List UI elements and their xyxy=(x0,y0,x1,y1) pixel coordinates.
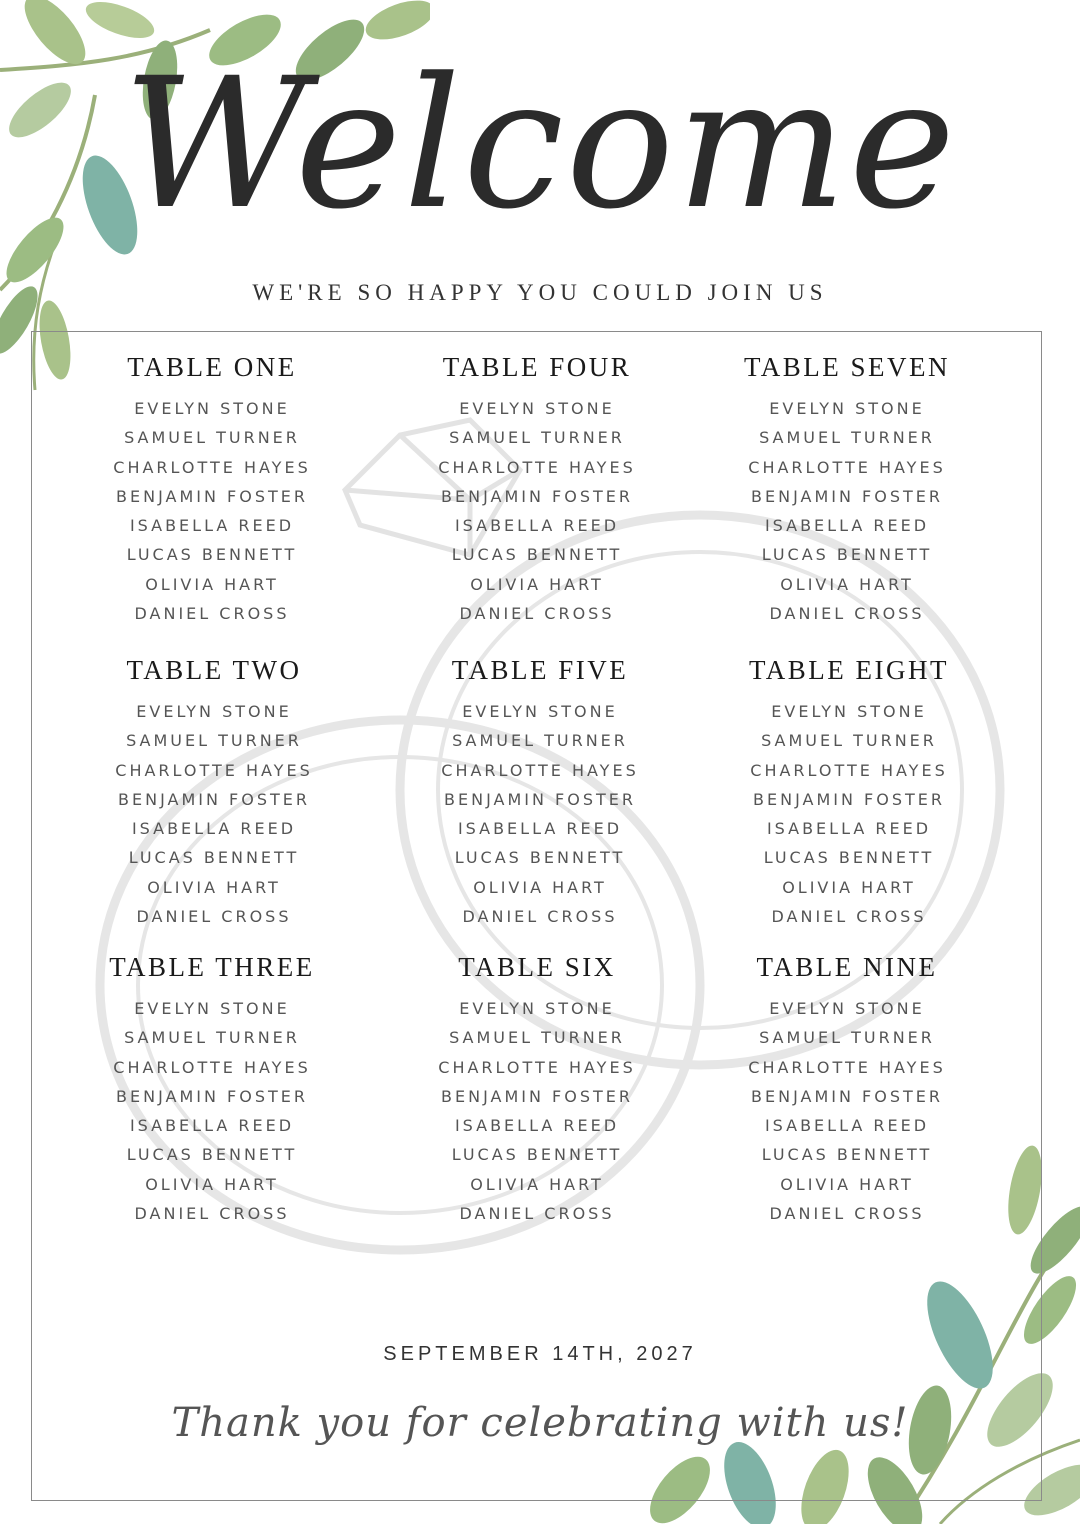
page-title: Welcome xyxy=(122,40,958,249)
table-column xyxy=(47,350,377,628)
guest-name: LUCAS BENNETT xyxy=(761,545,933,565)
guest-name: CHARLOTTE HAYES xyxy=(750,760,948,780)
guest-name: EVELYN STONE xyxy=(771,702,927,721)
guest-name: SAMUEL TURNER xyxy=(761,731,937,751)
table-column xyxy=(372,350,702,628)
guest-name: ISABELLA REED xyxy=(764,516,930,536)
guest-name: ISABELLA REED xyxy=(764,1116,930,1136)
guest-name: DANIEL CROSS xyxy=(771,907,927,927)
guest-name: ISABELLA REED xyxy=(131,819,297,839)
guest-name: SAMUEL TURNER xyxy=(124,428,300,448)
guest-name: OLIVIA HART xyxy=(782,877,916,897)
guest-name: BENJAMIN FOSTER xyxy=(444,789,636,809)
table-column xyxy=(47,950,377,1228)
guest-name: EVELYN STONE xyxy=(134,999,290,1018)
guest-name: CHARLOTTE HAYES xyxy=(748,457,946,477)
guest-list xyxy=(49,697,379,931)
guest-name: DANIEL CROSS xyxy=(769,1204,925,1224)
guest-name: OLIVIA HART xyxy=(780,1174,914,1194)
guest-name: SAMUEL TURNER xyxy=(449,1028,625,1048)
guest-name: BENJAMIN FOSTER xyxy=(441,1086,633,1106)
guest-name: EVELYN STONE xyxy=(459,399,615,418)
guest-name: SAMUEL TURNER xyxy=(759,428,935,448)
table-name: TABLE FIVE xyxy=(451,655,629,685)
guest-name: DANIEL CROSS xyxy=(134,604,290,624)
guest-name: OLIVIA HART xyxy=(470,1174,604,1194)
guest-name: LUCAS BENNETT xyxy=(763,848,935,868)
table-name: TABLE SEVEN xyxy=(743,352,951,382)
guest-name: OLIVIA HART xyxy=(145,1174,279,1194)
guest-name: EVELYN STONE xyxy=(134,399,290,418)
guest-name: CHARLOTTE HAYES xyxy=(438,1057,636,1077)
table-name: TABLE TWO xyxy=(126,655,302,685)
table-column xyxy=(372,950,702,1228)
guest-name: OLIVIA HART xyxy=(470,574,604,594)
guest-name: DANIEL CROSS xyxy=(769,604,925,624)
guest-name: ISABELLA REED xyxy=(766,819,932,839)
subtitle: WE'RE SO HAPPY YOU COULD JOIN US xyxy=(252,280,828,305)
guest-name: CHARLOTTE HAYES xyxy=(441,760,639,780)
guest-name: SAMUEL TURNER xyxy=(449,428,625,448)
guest-list xyxy=(375,697,705,931)
guest-name: BENJAMIN FOSTER xyxy=(751,1086,943,1106)
guest-name: EVELYN STONE xyxy=(136,702,292,721)
table-column xyxy=(684,653,1014,931)
guest-list xyxy=(47,994,377,1228)
guest-name: LUCAS BENNETT xyxy=(451,545,623,565)
table-name: TABLE EIGHT xyxy=(748,655,950,685)
guest-name: CHARLOTTE HAYES xyxy=(113,1057,311,1077)
guest-name: OLIVIA HART xyxy=(473,877,607,897)
thank-you-note: Thank you for celebrating with us! xyxy=(171,1400,909,1446)
guest-name: SAMUEL TURNER xyxy=(452,731,628,751)
table-column xyxy=(682,950,1012,1228)
guest-name: EVELYN STONE xyxy=(769,399,925,418)
guest-list xyxy=(684,697,1014,931)
guest-name: BENJAMIN FOSTER xyxy=(116,1086,308,1106)
guest-name: OLIVIA HART xyxy=(147,877,281,897)
guest-name: ISABELLA REED xyxy=(457,819,623,839)
guest-name: LUCAS BENNETT xyxy=(126,1145,298,1165)
guest-name: DANIEL CROSS xyxy=(459,1204,615,1224)
table-name: TABLE NINE xyxy=(756,952,938,982)
guest-name: BENJAMIN FOSTER xyxy=(116,486,308,506)
guest-name: EVELYN STONE xyxy=(462,702,618,721)
guest-name: EVELYN STONE xyxy=(459,999,615,1018)
guest-name: ISABELLA REED xyxy=(454,1116,620,1136)
guest-list xyxy=(682,394,1012,628)
guest-name: ISABELLA REED xyxy=(454,516,620,536)
guest-name: LUCAS BENNETT xyxy=(128,848,300,868)
guest-name: OLIVIA HART xyxy=(145,574,279,594)
guest-name: EVELYN STONE xyxy=(769,999,925,1018)
guest-name: BENJAMIN FOSTER xyxy=(753,789,945,809)
table-column xyxy=(49,653,379,931)
guest-name: LUCAS BENNETT xyxy=(761,1145,933,1165)
guest-name: CHARLOTTE HAYES xyxy=(438,457,636,477)
guest-name: DANIEL CROSS xyxy=(462,907,618,927)
guest-name: DANIEL CROSS xyxy=(136,907,292,927)
guest-name: BENJAMIN FOSTER xyxy=(441,486,633,506)
guest-name: SAMUEL TURNER xyxy=(124,1028,300,1048)
table-name: TABLE FOUR xyxy=(442,352,632,382)
guest-name: CHARLOTTE HAYES xyxy=(115,760,313,780)
guest-name: SAMUEL TURNER xyxy=(759,1028,935,1048)
table-name: TABLE SIX xyxy=(458,952,616,982)
guest-name: CHARLOTTE HAYES xyxy=(748,1057,946,1077)
table-column xyxy=(682,350,1012,628)
event-date: SEPTEMBER 14TH, 2027 xyxy=(383,1343,697,1365)
guest-name: LUCAS BENNETT xyxy=(451,1145,623,1165)
guest-name: LUCAS BENNETT xyxy=(126,545,298,565)
table-name: TABLE ONE xyxy=(127,352,297,382)
table-name: TABLE THREE xyxy=(109,952,315,982)
guest-name: LUCAS BENNETT xyxy=(454,848,626,868)
guest-name: BENJAMIN FOSTER xyxy=(118,789,310,809)
guest-name: SAMUEL TURNER xyxy=(126,731,302,751)
guest-name: BENJAMIN FOSTER xyxy=(751,486,943,506)
guest-list xyxy=(682,994,1012,1228)
guest-name: CHARLOTTE HAYES xyxy=(113,457,311,477)
guest-list xyxy=(47,394,377,628)
guest-name: ISABELLA REED xyxy=(129,1116,295,1136)
guest-name: DANIEL CROSS xyxy=(134,1204,290,1224)
guest-name: DANIEL CROSS xyxy=(459,604,615,624)
table-column xyxy=(375,653,705,931)
guest-name: ISABELLA REED xyxy=(129,516,295,536)
guest-list xyxy=(372,394,702,628)
guest-list xyxy=(372,994,702,1228)
guest-name: OLIVIA HART xyxy=(780,574,914,594)
